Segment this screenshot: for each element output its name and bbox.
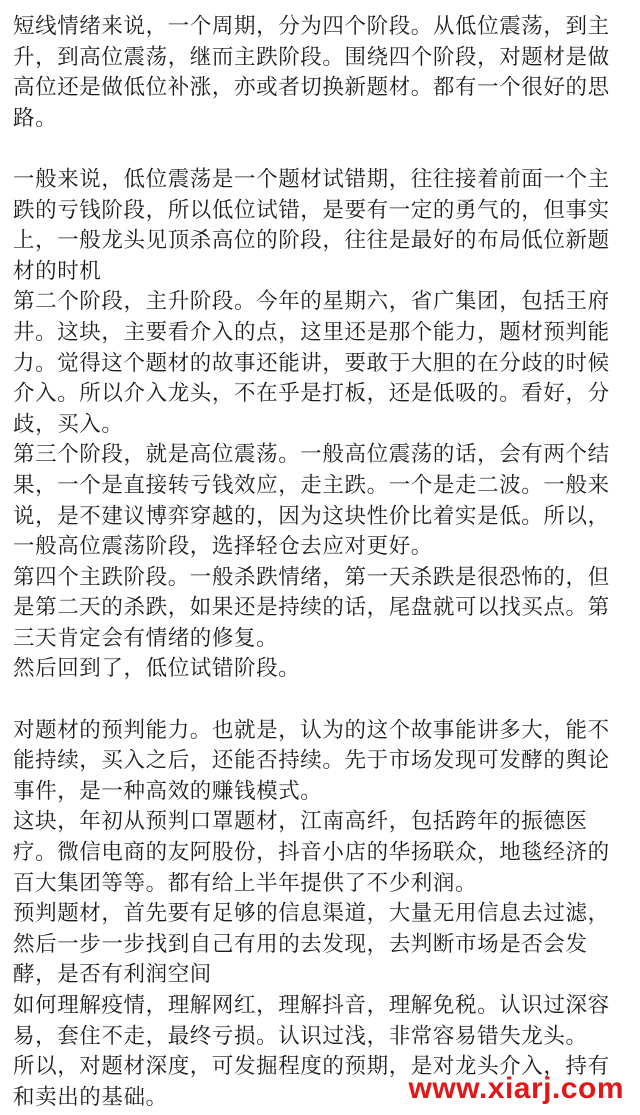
section-cycle-stages xyxy=(13,165,630,685)
paragraph: 这块，年初从预判口罩题材，江南高纤，包括跨年的振德医疗。微信电商的友阿股份，抖音小店的华扬联众，地毯经济的百大集团等等。都有给上半年提供了不少利润。 xyxy=(13,809,610,896)
paragraph: 第四个主跌阶段。一般杀跌情绪，第一天杀跌是很恐怖的，但是第二天的杀跌，如果还是持续的话，尾盘就可以找买点。第三天肯定会有情绪的修复。 xyxy=(13,564,610,651)
paragraph: 所以，对题材深度，可发掘程度的预期，是对龙头介入，持有和卖出的基础。 xyxy=(13,1054,610,1110)
paragraph: 一般来说，低位震荡是一个题材试错期，往往接着前面一个主跌的亏钱阶段，所以低位试错，是要有一定的勇气的，但事实上，一般龙头见顶杀高位的阶段，往往是最好的布局低位新题材的时机 xyxy=(13,166,610,284)
paragraph: 如何理解疫情，理解网红，理解抖音，理解免税。认识过深容易，套住不走，最终亏损。认识过浅，非常容易错失龙头。 xyxy=(13,993,610,1049)
paragraph: 第三个阶段，就是高位震荡。一般高位震荡的话，会有两个结果，一个是直接转亏钱效应，走主跌。一个是走二波。一般来说，是不建议博弈穿越的，因为这块性价比着实是低。所以，一般高位震荡阶段，选择轻仓去应对更好。 xyxy=(13,442,610,560)
watermark-url: www.xiarj.com xyxy=(408,1072,624,1105)
section-theme-prediction xyxy=(13,716,630,1114)
paragraph: 对题材的预判能力。也就是，认为的这个故事能讲多大，能不能持续，买入之后，还能否持续。先于市场发现可发酵的舆论事件，是一种高效的赚钱模式。 xyxy=(13,717,610,804)
paragraph-gap xyxy=(13,134,630,165)
section-intro xyxy=(13,12,630,134)
paragraph-gap xyxy=(13,685,630,716)
paragraph: 预判题材，首先要有足够的信息渠道，大量无用信息去过滤，然后一步一步找到自己有用的去发现，去判断市场是否会发酵，是否有利润空间 xyxy=(13,901,610,988)
paragraph: 第二个阶段，主升阶段。今年的星期六，省广集团，包括王府井。这块，主要看介入的点，这里还是那个能力，题材预判能力。觉得这个题材的故事还能讲，要敢于大胆的在分歧的时候介入。所以介入龙头，不在乎是打板，还是低吸的。看好，分歧，买入。 xyxy=(13,289,610,437)
paragraph: 短线情绪来说，一个周期，分为四个阶段。从低位震荡，到主升，到高位震荡，继而主跌阶段。围绕四个阶段，对题材是做高位还是做低位补涨，亦或者切换新题材。都有一个很好的思路。 xyxy=(13,14,610,131)
paragraph: 然后回到了，低位试错阶段。 xyxy=(13,656,301,682)
